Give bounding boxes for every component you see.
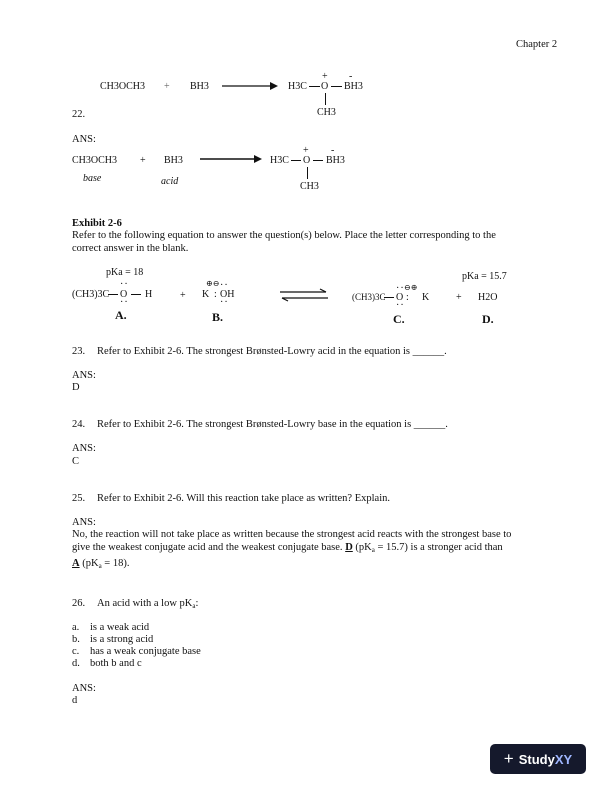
species-c-oxygen: O [396,292,404,303]
q24-ans-label: ANS: [72,443,96,454]
species-c-bond [384,297,394,298]
q25-answer-part2: (pK [355,542,372,553]
species-b-lone-pair-top: ·· [220,280,229,291]
chapter-header: Chapter 2 [516,39,558,50]
species-a-group: (CH3)3C [72,289,110,300]
q25-answer-a: A [72,558,80,569]
q26-option-c-text: has a weak conjugate base [90,646,201,657]
species-c-lone-pair-top: ·· [396,283,405,294]
species-c-lone-pair-bottom: ·· [396,300,405,311]
species-b-charges: ⊕⊖ [206,279,220,288]
q26-option-d-letter: d. [72,658,80,669]
q22-ans-reactant-1: CH3OCH3 [72,155,118,166]
q26-number: 26. [72,598,86,609]
logo-brand-suffix: XY [554,751,573,767]
q23-ans-label: ANS: [72,370,96,381]
species-c-charges: ⊖⊕ [404,283,418,292]
label-a: A. [115,308,127,322]
q25-number: 25. [72,493,86,504]
species-b-lone-pair-bottom: ·· [220,297,229,308]
q22-number: 22. [72,109,86,120]
q26-option-b-letter: b. [72,634,80,645]
q22-charge-minus: - [349,71,353,82]
q23-answer: D [72,382,80,393]
q25-sub-a-2: a [98,562,102,570]
exhibit-title: Exhibit 2-6 [72,218,122,229]
q26-option-a-text: is a weak acid [90,622,150,633]
q22-arrow [222,81,278,91]
q25-answer [72,528,512,573]
q24-number: 24. [72,419,86,430]
species-a-bond-2 [131,294,141,295]
q22-reactant-2: BH3 [190,81,209,92]
q26-option-d-text: both b and c [90,658,142,669]
q22-bond-right [331,86,342,87]
q22-ans-reactant-2: BH3 [164,155,183,166]
q22-ans-product-left: H3C [270,155,289,166]
plus-icon: + [503,749,514,768]
pka-d: pKa = 15.7 [462,271,507,282]
q22-ans-plus: + [140,155,146,166]
q22-ans-bond-right [313,160,323,161]
species-a-hydrogen: H [145,289,153,300]
pka-a: pKa = 18 [106,267,144,278]
label-d: D. [482,312,494,326]
q22-ans-product-oxygen: O [303,155,311,166]
species-c-potassium: K [422,292,430,303]
q22-product-boron: BH3 [344,81,363,92]
q22-product-left: H3C [288,81,307,92]
q22-ans-label: ANS: [72,134,96,145]
species-b-lone-pair-left: : [214,289,217,300]
q22-acid-label: acid [161,176,179,187]
q26-ans-label: ANS: [72,683,96,694]
q26-text [97,597,198,613]
exhibit-instructions: Refer to the following equation to answer the question(s) below. Place the letter corresponding to the correct answer in the blank. [72,230,496,254]
q26-option-a-letter: a. [72,622,80,633]
label-b: B. [212,310,224,324]
q25-answer-part1: No, the reaction will not take place as written because the strongest acid reacts with the strongest base to give the weakest conjugate acid and the weakest conjugate base. [72,529,512,553]
q26-option-b-text: is a strong acid [90,634,154,645]
equilibrium-arrows [280,288,328,302]
q22-ans-product-boron: BH3 [326,155,345,166]
q22-bond-down [325,93,326,105]
q22-reactant-1: CH3OCH3 [100,81,146,92]
q22-ans-charge-minus: - [331,145,335,156]
q22-charge-plus: + [322,71,328,82]
studyxy-logo[interactable] [490,744,586,774]
q23-text: Refer to Exhibit 2-6. The strongest Brønsted-Lowry acid in the equation is ______. [97,346,447,357]
q25-ans-label: ANS: [72,517,96,528]
species-a-oxygen: O [120,289,128,300]
q23-number: 23. [72,346,86,357]
q26-answer: d [72,695,78,706]
q22-plus: + [164,81,170,92]
species-c-lone-pair-right: : [406,292,409,303]
species-a-lone-pair-bottom: ·· [120,297,129,308]
q25-answer-d: D [345,542,353,553]
logo-brand: Study [518,751,555,767]
q25-text: Refer to Exhibit 2-6. Will this reaction take place as written? Explain. [97,493,391,504]
q26-text-end: : [195,598,199,609]
q22-bond-left [309,86,320,87]
q26-text-sub: a [192,602,196,610]
q24-answer: C [72,456,80,467]
q22-product-bottom: CH3 [317,107,336,118]
q22-ans-arrow [200,154,262,164]
q22-ans-product-bottom: CH3 [300,181,319,192]
species-b-potassium: K [202,289,210,300]
species-a-lone-pair-top: ·· [120,279,129,290]
label-c: C. [393,312,405,326]
q25-answer-part5: = 18). [101,558,130,569]
exhibit-plus-1: + [180,290,186,301]
q22-ans-charge-plus: + [303,145,309,156]
q26-text-main: An acid with a low pK [97,598,193,609]
q22-ans-bond-left [291,160,301,161]
species-d-water: H2O [478,292,498,303]
q26-option-c-letter: c. [72,646,80,657]
q22-product-oxygen: O [321,81,329,92]
q25-answer-part3: = 15.7) is a stronger acid than [374,542,503,553]
q22-base-label: base [83,173,102,184]
exhibit-plus-2: + [456,292,462,303]
q25-sub-a-1: a [371,546,375,554]
q24-text: Refer to Exhibit 2-6. The strongest Brønsted-Lowry base in the equation is ______. [97,419,448,430]
species-b-hydroxide: OH [220,289,235,300]
q22-ans-bond-down [307,167,308,179]
q25-answer-part4: (pK [82,558,99,569]
species-c-group: (CH3)3C [352,292,386,302]
species-a-bond-1 [108,294,118,295]
